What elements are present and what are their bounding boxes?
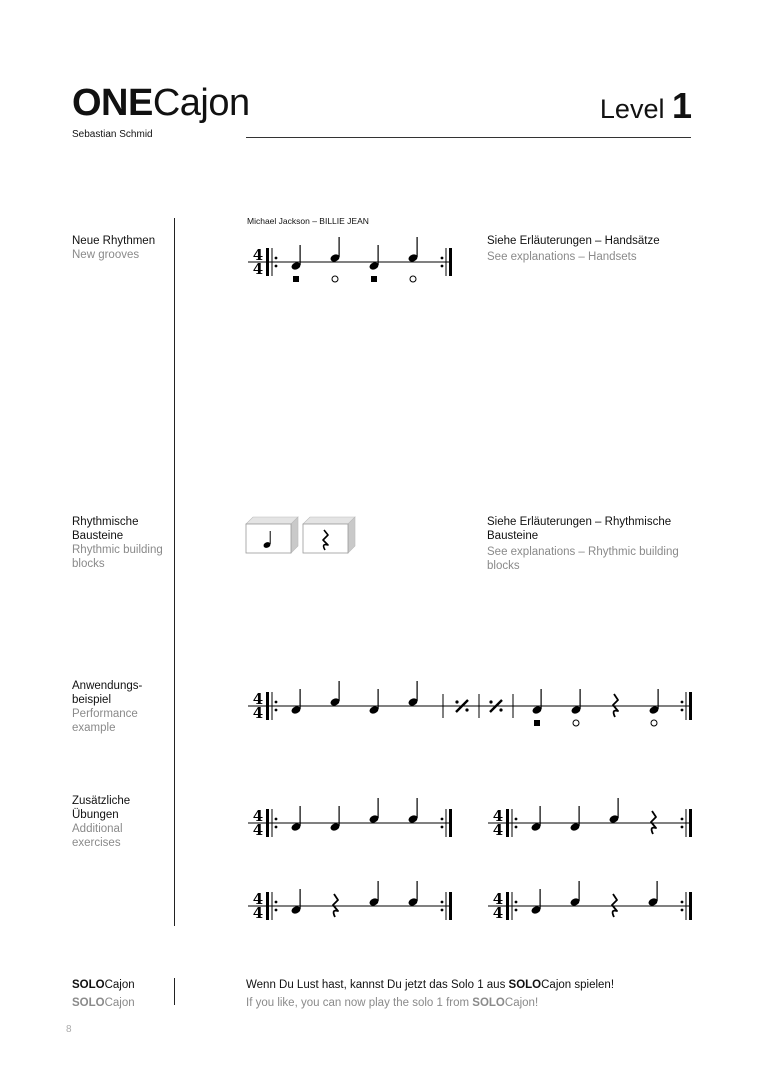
slap-stroke-mark	[332, 276, 338, 282]
repeat-dot	[275, 265, 278, 268]
bass-stroke-mark	[371, 276, 377, 282]
note-en: See explanations – Rhythmic building blocks	[487, 546, 679, 572]
level-label: Level	[599, 94, 665, 124]
time-signature-top: 4	[252, 246, 264, 264]
column-divider	[174, 218, 175, 926]
note-new-grooves	[487, 234, 702, 264]
repeat-dot	[515, 818, 518, 821]
repeat-dot	[515, 901, 518, 904]
brand-bold: ONE	[72, 82, 153, 124]
note-de: Siehe Erläuterungen – Rhythmische Bausteine	[487, 516, 672, 542]
slap-stroke-mark	[410, 276, 416, 282]
footer-text-part: spielen!	[571, 979, 615, 991]
block-front-face	[246, 524, 291, 553]
score-exercise-2	[486, 797, 696, 849]
section-title-en: Performance example	[72, 708, 138, 734]
footer-text-en	[246, 997, 538, 1009]
time-signature-bottom: 4	[252, 704, 264, 722]
repeat-dot	[681, 818, 684, 821]
footer-text-de	[246, 979, 614, 991]
solo-light: Cajon	[541, 979, 572, 991]
repeat-dot	[441, 901, 444, 904]
time-signature-top: 4	[252, 807, 264, 825]
solo-light: Cajon	[104, 979, 135, 991]
section-performance	[72, 679, 172, 735]
time-signature-top: 4	[492, 807, 504, 825]
solo-bold: SOLO	[72, 997, 105, 1009]
section-title-de: Anwendungs-beispiel	[72, 680, 143, 706]
time-signature-bottom: 4	[492, 821, 504, 839]
repeat-dot	[681, 701, 684, 704]
header-divider	[246, 137, 691, 138]
repeat-dot	[515, 826, 518, 829]
section-title-de: Zusätzliche Übungen	[72, 795, 131, 821]
repeat-dot	[275, 257, 278, 260]
section-title-de: Rhythmische Bausteine	[72, 516, 139, 542]
repeat-end-thick-bar	[689, 892, 692, 920]
building-block-quarter-note	[245, 516, 299, 556]
repeat-start-thick-bar	[266, 892, 269, 920]
time-signature-top: 4	[252, 890, 264, 908]
footer-column-divider	[174, 978, 175, 1005]
repeat-dot	[275, 818, 278, 821]
repeat-start-thick-bar	[266, 248, 269, 276]
measure-repeat-dot	[455, 700, 458, 703]
repeat-dot	[275, 709, 278, 712]
time-signature-bottom: 4	[252, 821, 264, 839]
score-exercise-3	[246, 880, 456, 932]
repeat-start-thick-bar	[506, 809, 509, 837]
block-top-face	[303, 517, 355, 524]
time-signature-top: 4	[252, 690, 264, 708]
repeat-dot	[515, 909, 518, 912]
repeat-dot	[441, 909, 444, 912]
slap-stroke-mark	[651, 720, 657, 726]
solo-bold: SOLO	[508, 979, 542, 991]
time-signature-bottom: 4	[492, 904, 504, 922]
measure-repeat-dot	[489, 700, 492, 703]
repeat-dot	[441, 818, 444, 821]
score-exercise-1	[246, 797, 456, 849]
repeat-dot	[275, 901, 278, 904]
repeat-dot	[275, 909, 278, 912]
note-en: See explanations – Handsets	[487, 251, 637, 263]
solo-light: Cajon	[504, 997, 535, 1009]
repeat-dot	[441, 265, 444, 268]
repeat-dot	[681, 709, 684, 712]
repeat-dot	[441, 257, 444, 260]
repeat-dot	[275, 701, 278, 704]
author-name: Sebastian Schmid	[72, 129, 153, 140]
level-indicator	[599, 85, 692, 126]
section-building-blocks	[72, 515, 172, 571]
bass-stroke-mark	[293, 276, 299, 282]
repeat-dot	[681, 901, 684, 904]
song-title: Michael Jackson – BILLIE JEAN	[247, 216, 369, 226]
repeat-end-thick-bar	[689, 692, 692, 720]
measure-repeat-dot	[499, 708, 502, 711]
time-signature-top: 4	[492, 890, 504, 908]
time-signature-bottom: 4	[252, 260, 264, 278]
section-new-grooves	[72, 234, 172, 262]
building-block-quarter-rest	[302, 516, 356, 556]
block-top-face	[246, 517, 298, 524]
repeat-dot	[681, 826, 684, 829]
level-number: 1	[671, 85, 692, 126]
repeat-end-thick-bar	[449, 248, 452, 276]
solo-cajon-label	[72, 979, 135, 991]
repeat-start-thick-bar	[266, 809, 269, 837]
footer-text-part: Wenn Du Lust hast, kannst Du jetzt das Solo 1 aus	[246, 979, 509, 991]
repeat-start-thick-bar	[506, 892, 509, 920]
repeat-end-thick-bar	[689, 809, 692, 837]
footer-text-part: !	[534, 997, 539, 1009]
solo-bold: SOLO	[472, 997, 505, 1009]
section-title-en: New grooves	[72, 249, 140, 261]
solo-cajon-label-en	[72, 997, 135, 1009]
repeat-end-thick-bar	[449, 809, 452, 837]
section-title-en: Additional exercises	[72, 823, 123, 849]
repeat-dot	[441, 826, 444, 829]
solo-bold: SOLO	[72, 979, 105, 991]
measure-repeat-dot	[465, 708, 468, 711]
section-title-de: Neue Rhythmen	[72, 235, 156, 247]
bass-stroke-mark	[534, 720, 540, 726]
repeat-dot	[681, 909, 684, 912]
repeat-dot	[275, 826, 278, 829]
brand-light: Cajon	[152, 82, 250, 124]
solo-light: Cajon	[104, 997, 135, 1009]
score-billie-jean	[246, 236, 456, 288]
note-building-blocks	[487, 515, 702, 573]
repeat-start-thick-bar	[266, 692, 269, 720]
note-de: Siehe Erläuterungen – Handsätze	[487, 235, 660, 247]
brand-title	[72, 84, 250, 122]
score-performance-example	[246, 680, 696, 732]
section-additional	[72, 794, 172, 850]
slap-stroke-mark	[573, 720, 579, 726]
section-title-en: Rhythmic building blocks	[72, 544, 163, 570]
score-exercise-4	[486, 880, 696, 932]
page-number: 8	[66, 1024, 72, 1035]
footer-text-part: If you like, you can now play the solo 1 from	[246, 997, 473, 1009]
time-signature-bottom: 4	[252, 904, 264, 922]
repeat-end-thick-bar	[449, 892, 452, 920]
